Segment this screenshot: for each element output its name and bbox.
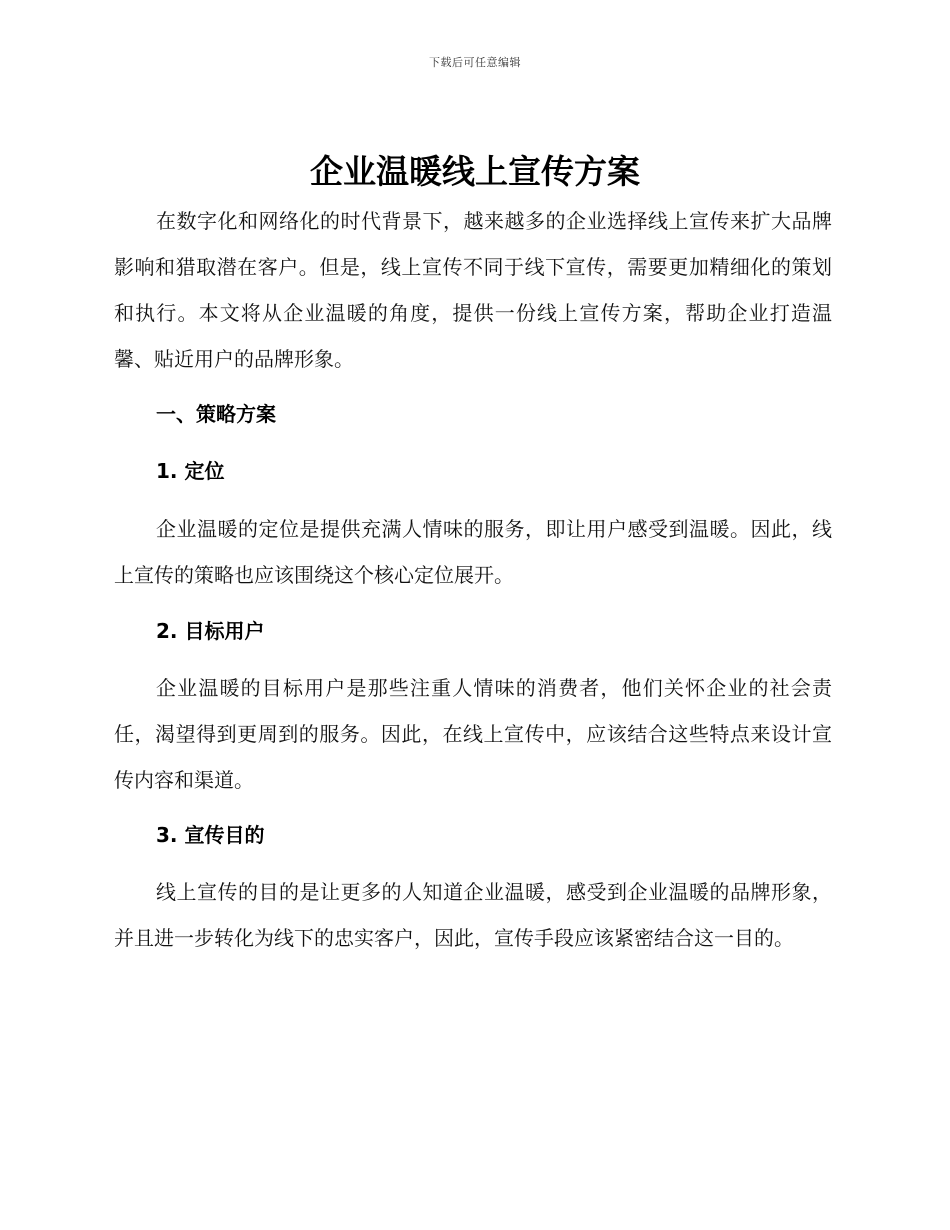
header-note: 下载后可任意编辑 [429, 56, 521, 69]
subheading-positioning: 1. 定位 [156, 459, 225, 483]
intro-paragraph: 在数字化和网络化的时代背景下，越来越多的企业选择线上宣传来扩大品牌影响和猎取潜在客户。但是，线上宣传不同于线下宣传，需要更加精细化的策划和执行。本文将从企业温暖的角度，提供一份线上宣传方案，帮助企业打造温馨、贴近用户的品牌形象。 [114, 209, 832, 371]
subheading-purpose: 3. 宣传目的 [156, 823, 265, 847]
positioning-paragraph: 企业温暖的定位是提供充满人情味的服务，即让用户感受到温暖。因此，线上宣传的策略也应该围绕这个核心定位展开。 [114, 517, 832, 587]
page-title: 企业温暖线上宣传方案 [310, 152, 640, 191]
section-heading-strategy: 一、策略方案 [156, 402, 276, 426]
target-users-paragraph: 企业温暖的目标用户是那些注重人情味的消费者，他们关怀企业的社会责任，渴望得到更周到的服务。因此，在线上宣传中，应该结合这些特点来设计宣传内容和渠道。 [114, 676, 832, 792]
purpose-paragraph: 线上宣传的目的是让更多的人知道企业温暖，感受到企业温暖的品牌形象，并且进一步转化为线下的忠实客户，因此，宣传手段应该紧密结合这一目的。 [114, 880, 832, 950]
subheading-target-users: 2. 目标用户 [156, 619, 265, 643]
